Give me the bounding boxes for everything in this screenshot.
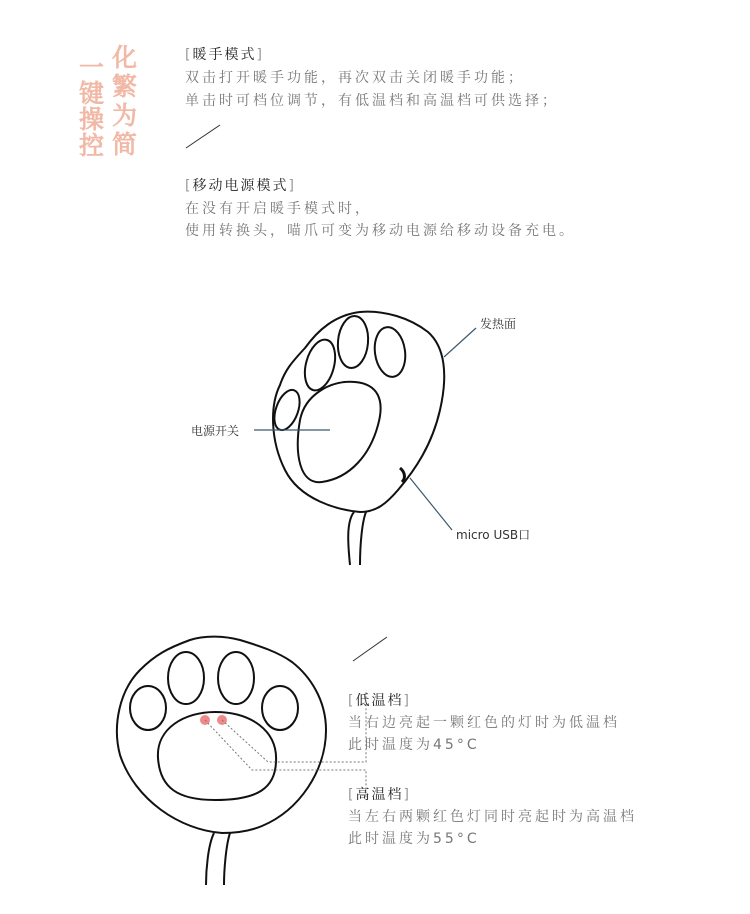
low-temp-line-2: 此时温度为45°C <box>348 737 480 753</box>
warm-mode-line-2: 单击时可档位调节，有低温档和高温档可供选择； <box>185 93 559 109</box>
slogan-char: 一 <box>79 53 105 82</box>
palm-pad <box>158 712 276 800</box>
power-mode-title-text: 移动电源模式 <box>192 178 289 194</box>
toe-pad <box>372 325 409 379</box>
divider-slash <box>186 125 220 148</box>
slogan-char: 简 <box>112 130 138 159</box>
led-leader-lines <box>205 690 366 800</box>
toe-pad <box>262 686 298 730</box>
led-leader-line <box>205 720 366 800</box>
high-temp-title: [高温档] <box>348 787 411 803</box>
high-temp-title-text: 高温档 <box>355 787 404 803</box>
toe-pad <box>130 686 166 730</box>
paw-outline <box>117 637 326 833</box>
slogan-char: 为 <box>112 101 138 130</box>
toe-pad <box>218 652 254 704</box>
warm-mode-line-1: 双击打开暖手功能，再次双击关闭暖手功能； <box>185 70 525 86</box>
power-mode-line-1: 在没有开启暖手模式时， <box>185 201 372 217</box>
power-mode-line-2: 使用转换头，喵爪可变为移动电源给移动设备充电。 <box>185 223 576 239</box>
slogan-char: 繁 <box>112 72 138 101</box>
low-temp-line-1: 当右边亮起一颗红色的灯时为低温档 <box>348 715 620 731</box>
leader-line <box>410 478 452 530</box>
paw-warmer-side-view <box>269 312 444 565</box>
cable <box>224 833 230 885</box>
low-temp-title-text: 低温档 <box>355 693 404 709</box>
toe-pad <box>168 652 204 704</box>
cable <box>348 512 354 565</box>
usb-slot <box>400 468 404 482</box>
leader-line <box>444 328 476 357</box>
power-switch-label: 电源开关 <box>191 424 240 438</box>
toe-pad <box>336 315 370 369</box>
warm-mode-title-text: 暖手模式 <box>192 47 257 63</box>
slogan-char: 化 <box>112 43 138 72</box>
heating-surface-label: 发热面 <box>480 317 517 331</box>
slogan-char: 操 <box>79 105 105 134</box>
paw-warmer-front-view <box>117 637 326 885</box>
high-temp-line-2: 此时温度为55°C <box>348 831 480 847</box>
slogan-char: 键 <box>79 79 105 108</box>
usb-port-label: micro USB口 <box>456 528 531 542</box>
low-temp-title: [低温档] <box>348 693 411 709</box>
slogan-char: 控 <box>79 131 105 160</box>
cable <box>206 833 214 885</box>
palm-pad <box>298 382 381 482</box>
cable <box>360 512 366 565</box>
high-temp-line-1: 当左右两颗红色灯同时亮起时为高温档 <box>348 809 637 825</box>
divider-slash <box>353 637 387 661</box>
power-mode-title: [移动电源模式] <box>185 178 296 194</box>
warm-mode-title: [暖手模式] <box>185 47 264 63</box>
